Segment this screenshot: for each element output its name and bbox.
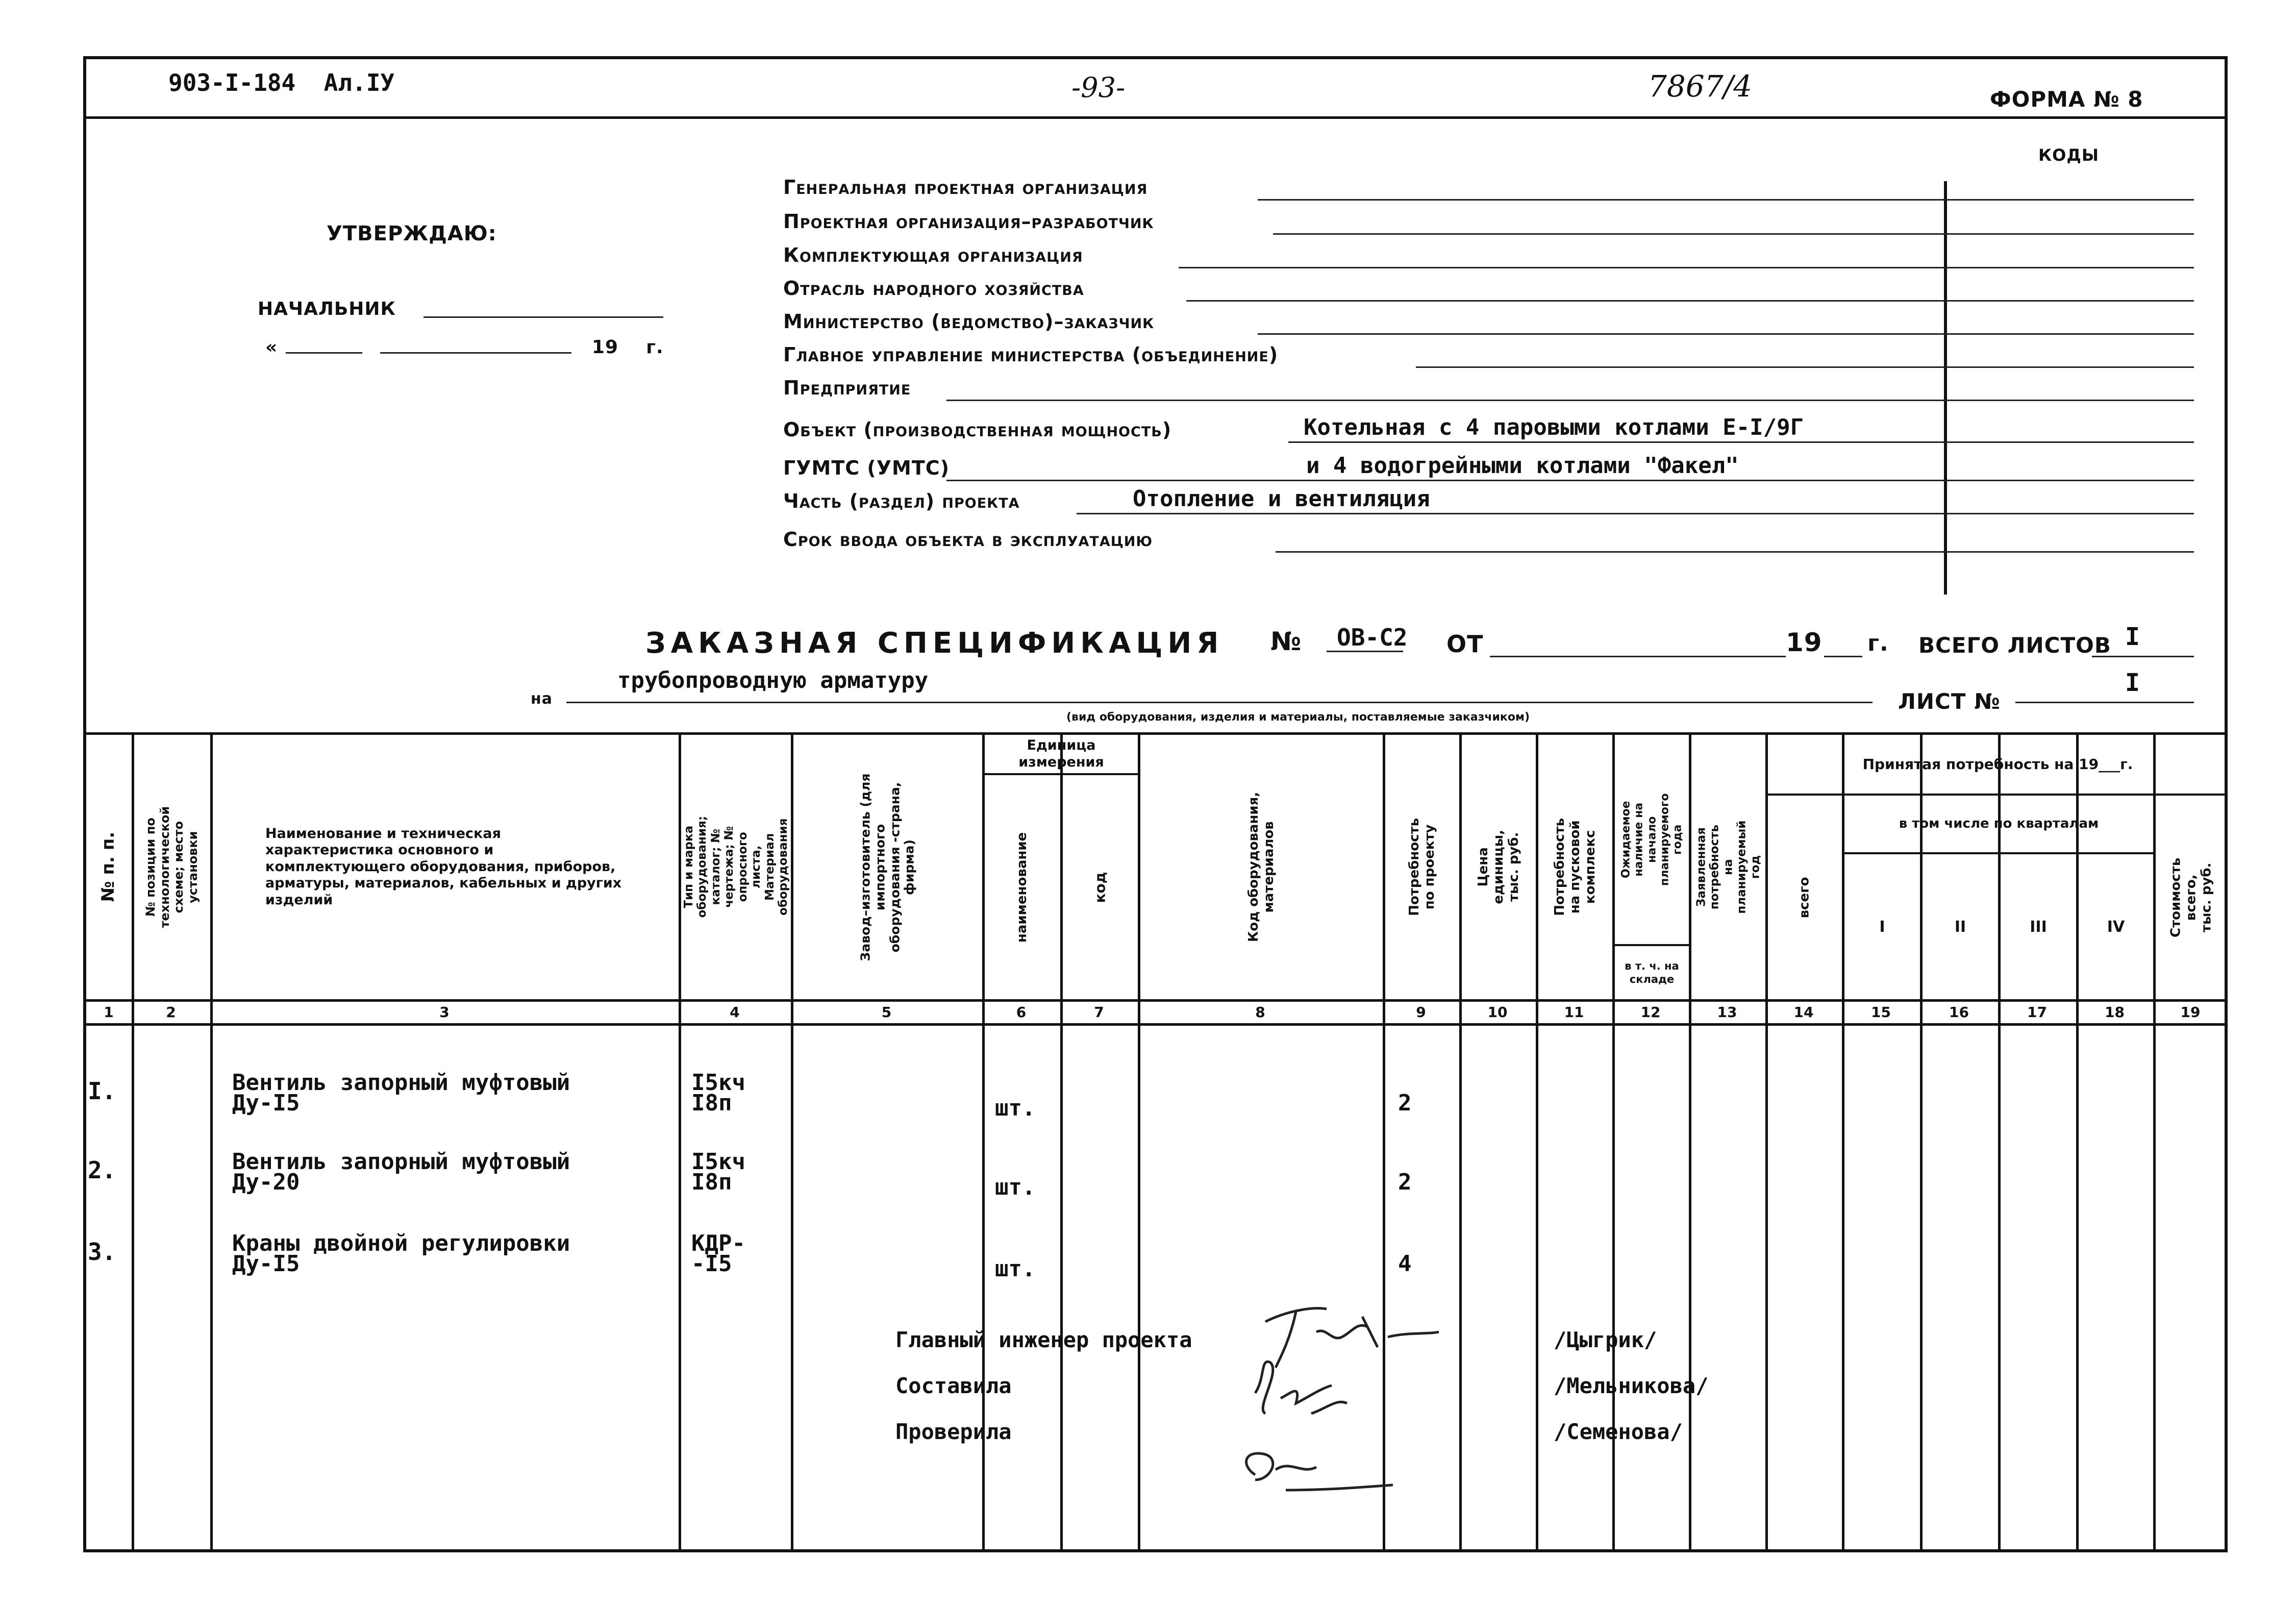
header-unit-group: Единица измерения (1018, 737, 1104, 770)
org-field-label: Министерство (ведомство)–заказчик (783, 310, 1155, 333)
org-field-label: Отрасль народного хозяйства (783, 277, 1084, 300)
org-field-value: и 4 водогрейными котлами "Факел" (1306, 453, 1739, 479)
row-number: 2. (88, 1156, 116, 1184)
date-month-line (380, 352, 571, 354)
column-number: 12 (1640, 1003, 1661, 1021)
org-field-label: Часть (раздел) проекта (783, 490, 1020, 512)
signature-name: /Цыгрик/ (1554, 1327, 1657, 1352)
signature-name: /Мельникова/ (1554, 1373, 1709, 1398)
total-sheets: I (2125, 623, 2140, 651)
header-col-17: III (2030, 918, 2047, 936)
row-quantity: 4 (1398, 1251, 1412, 1277)
for-caption: (вид оборудования, изделия и материалы, поставляемые заказчиком) (1066, 711, 1530, 724)
column-number: 9 (1416, 1003, 1426, 1021)
sheet-line (2015, 702, 2194, 703)
codes-label: КОДЫ (2038, 145, 2100, 165)
column-number: 3 (439, 1003, 450, 1021)
header-col-19: Стоимость всего, тыс. руб. (2168, 857, 2214, 938)
for-value: трубопроводную арматуру (617, 667, 929, 694)
signature-role: Проверила (895, 1419, 1012, 1444)
row-type-line1: I5кч (691, 1149, 745, 1175)
signature-marks (1225, 1296, 1510, 1531)
row-unit: шт. (995, 1174, 1036, 1200)
row-number: I. (88, 1077, 116, 1105)
org-field-label: ГУМТС (УМТС) (783, 457, 950, 479)
row-name-line2: Ду-I5 (232, 1090, 300, 1116)
column-number: 2 (166, 1003, 176, 1021)
spec-from-label: ОТ (1446, 630, 1484, 658)
header-col-12: Ожидаемое наличие на начало планируемого года (1619, 793, 1684, 886)
row-quantity: 2 (1398, 1169, 1412, 1195)
header-col-11: Потребность на пусковой комплекс (1552, 818, 1598, 916)
row-type-line1: КДР- (691, 1230, 745, 1256)
row-type-line1: I5кч (691, 1070, 745, 1096)
chief-label: НАЧАЛЬНИК (258, 299, 396, 319)
org-field-line (946, 480, 2194, 481)
header-accepted-group: Принятая потребность на 19___г. (1862, 755, 2133, 773)
header-quarter-group: в том числе по кварталам (1899, 816, 2099, 832)
org-field-line (1273, 233, 2194, 235)
org-field-label: Объект (производственная мощность) (783, 418, 1172, 441)
column-number: 16 (1949, 1003, 1969, 1021)
org-field-label: Предприятие (783, 377, 911, 399)
column-number: 14 (1793, 1003, 1814, 1021)
header-col-16: II (1954, 918, 1966, 936)
for-line (566, 702, 1873, 703)
column-number: 8 (1255, 1003, 1265, 1021)
column-number: 13 (1717, 1003, 1737, 1021)
spec-year-suffix: г. (1867, 630, 1889, 656)
row-name-line2: Ду-20 (232, 1169, 300, 1195)
row-unit: шт. (995, 1095, 1036, 1121)
header-col-6: наименование (1014, 832, 1030, 943)
codes-divider (1944, 181, 1947, 595)
column-number: 6 (1016, 1003, 1027, 1021)
header-col-13: Заявленная потребность на планируемый год (1694, 820, 1762, 914)
form-label: ФОРМА № 8 (1990, 87, 2143, 112)
header-col-15: I (1879, 918, 1885, 936)
header-col-18: IV (2107, 918, 2125, 936)
row-number: 3. (88, 1238, 116, 1266)
row-quantity: 2 (1398, 1090, 1412, 1116)
row-type-line2: I8п (691, 1169, 732, 1195)
row-name-line1: Краны двойной регулировки (232, 1230, 570, 1256)
org-field-line (1077, 513, 2194, 514)
table-subheader-line (1612, 944, 1689, 946)
row-name-line1: Вентиль запорный муфтовый (232, 1149, 570, 1175)
sheet-label: ЛИСТ № (1898, 689, 2001, 714)
org-field-line (1416, 366, 2194, 368)
spec-date-line (1490, 656, 1786, 657)
org-field-line (1258, 199, 2194, 201)
table-subheader-line (1765, 794, 2228, 796)
column-number: 18 (2105, 1003, 2125, 1021)
header-col-10: Цена единицы, тыс. руб. (1475, 830, 1521, 904)
table-numbers-bottom (83, 1023, 2228, 1026)
column-number: 11 (1564, 1003, 1584, 1021)
chief-line (423, 316, 663, 318)
date-quote-open: « (265, 337, 278, 358)
signature-role: Главный инженер проекта (895, 1327, 1192, 1352)
org-field-line (1258, 333, 2194, 335)
top-divider (83, 116, 2228, 119)
sheet-number: I (2125, 669, 2140, 697)
header-col-4: Тип и марка оборудования; каталог; № чертежа; № опросного листа, Материал оборудования (682, 816, 790, 918)
approve-label: УТВЕРЖДАЮ: (327, 222, 497, 245)
row-type-line2: I8п (691, 1090, 732, 1116)
org-field-label: Генеральная проектная организация (783, 176, 1148, 199)
date-day-line (286, 352, 362, 354)
column-number: 5 (881, 1003, 892, 1021)
doc-code: 903-I-184 Ал.IУ (168, 69, 395, 96)
spec-year-line (1824, 656, 1862, 657)
page-number: -93- (1071, 71, 1126, 104)
total-sheets-label: ВСЕГО ЛИСТОВ (1918, 633, 2111, 658)
spec-number-label: № (1270, 627, 1302, 656)
header-col-5: Завод–изготовитель (для импортного оборудования -страна, фирма) (858, 773, 917, 961)
row-type-line2: -I5 (691, 1251, 732, 1277)
for-label: на (531, 690, 553, 708)
signature-name: /Семенова/ (1554, 1419, 1683, 1444)
table-subheader-line (982, 773, 1138, 775)
org-field-value: Отопление и вентиляция (1133, 486, 1430, 512)
org-field-line (1179, 267, 2194, 268)
org-field-label: Срок ввода объекта в эксплуатацию (783, 528, 1153, 551)
org-field-line (1186, 300, 2194, 302)
column-number: 15 (1871, 1003, 1891, 1021)
row-unit: шт. (995, 1256, 1036, 1282)
spec-title: ЗАКАЗНАЯ СПЕЦИФИКАЦИЯ (645, 627, 1224, 660)
org-field-label: Главное управление министерства (объединение) (783, 343, 1279, 366)
row-name-line1: Вентиль запорный муфтовый (232, 1070, 570, 1096)
org-field-line (1288, 441, 2194, 443)
org-field-label: Комплектующая организация (783, 244, 1083, 266)
signature-role: Составила (895, 1373, 1012, 1398)
total-sheets-line (2092, 656, 2194, 657)
header-col-8: Код оборудования, материалов (1245, 791, 1277, 943)
column-number: 1 (104, 1003, 114, 1021)
header-col-1: № п. п. (98, 832, 119, 902)
inventory-number: 7867/4 (1648, 69, 1753, 104)
column-number: 10 (1487, 1003, 1508, 1021)
header-col-7: код (1091, 872, 1109, 903)
row-name-line2: Ду-I5 (232, 1251, 300, 1277)
spec-number: ОВ-С2 (1337, 624, 1408, 651)
header-col-3: Наименование и техническая характеристика основного и комплектующего оборудования, приборов, арматуры, материалов, кабельных и других изделий (265, 826, 622, 908)
header-col-12b: в т. ч. на складе (1625, 960, 1679, 985)
column-number: 19 (2180, 1003, 2201, 1021)
org-field-value: Котельная с 4 паровыми котлами Е-I/9Г (1304, 414, 1804, 440)
header-col-14: всего (1796, 877, 1812, 919)
header-col-2: № позиции по технологической схеме; место установки (143, 806, 200, 928)
spec-year: 19 (1786, 628, 1823, 657)
column-number: 17 (2027, 1003, 2047, 1021)
spec-number-line (1327, 651, 1403, 652)
org-field-line (946, 400, 2194, 401)
date-year: 19 г. (592, 337, 664, 358)
header-col-9: Потребность по проекту (1406, 818, 1437, 916)
org-field-label: Проектная организация–разработчик (783, 210, 1154, 233)
table-column-divider (210, 732, 213, 1552)
column-number: 4 (730, 1003, 740, 1021)
table-subheader-line (1842, 852, 2153, 854)
org-field-line (1276, 551, 2194, 553)
column-number: 7 (1094, 1003, 1104, 1021)
